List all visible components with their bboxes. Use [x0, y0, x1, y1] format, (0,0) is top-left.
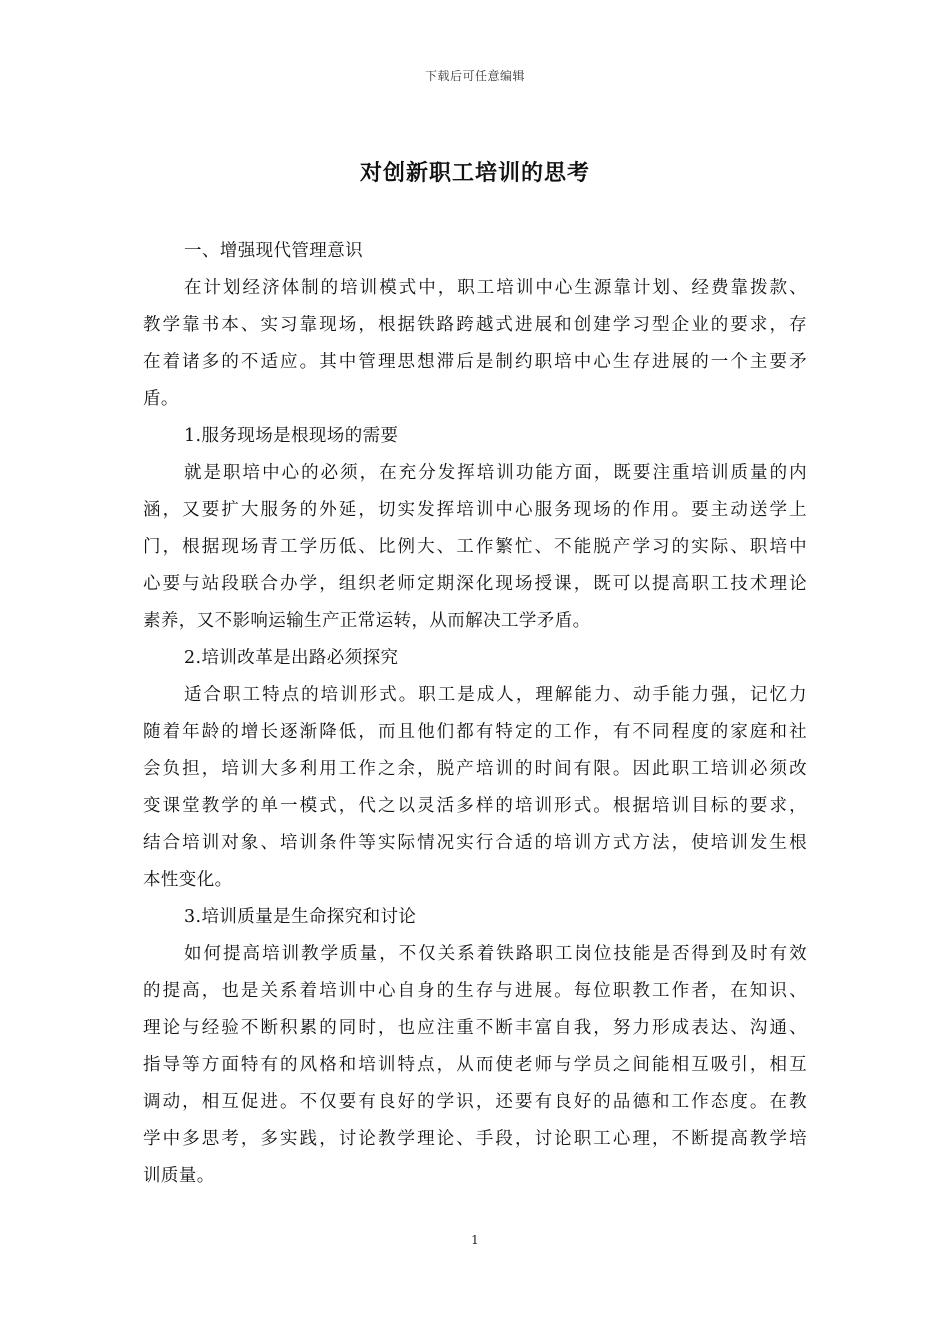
text-line: 在计划经济体制的培训模式中，职工培训中心生源靠计划、经费靠拨款、	[184, 278, 807, 298]
text-line: 结合培训对象、培训条件等实际情况实行合适的培训方式方法，使培训发生根	[143, 833, 807, 853]
text-line: 学中多思考，多实践，讨论教学理论、手段，讨论职工心理，不断提高教学培	[143, 1129, 807, 1149]
text-line: 本性变化。	[143, 870, 233, 890]
text-line: 门，根据现场青工学历低、比例大、工作繁忙、不能脱产学习的实际、职培中	[143, 537, 807, 557]
text-line: 适合职工特点的培训形式。职工是成人，理解能力、动手能力强，记忆力	[184, 685, 807, 705]
text-line: 盾。	[143, 389, 179, 409]
document-title: 对创新职工培训的思考	[359, 160, 590, 186]
text-line: 心要与站段联合办学，组织老师定期深化现场授课，既可以提高职工技术理论	[143, 574, 807, 594]
text-line: 指导等方面特有的风格和培训特点，从而使老师与学员之间能相互吸引，相互	[143, 1055, 807, 1075]
text-line: 教学靠书本、实习靠现场，根据铁路跨越式进展和创建学习型企业的要求，存	[143, 315, 807, 335]
text-line: 调动，相互促进。不仅要有良好的学识，还要有良好的品德和工作态度。在教	[143, 1092, 807, 1112]
text-line: 会负担，培训大多利用工作之余，脱产培训的时间有限。因此职工培训必须改	[143, 759, 807, 779]
text-line: 2.培训改革是出路必须探究	[184, 648, 399, 668]
text-line: 涵，又要扩大服务的外延，切实发挥培训中心服务现场的作用。要主动送学上	[143, 500, 807, 520]
text-line: 的提高，也是关系着培训中心自身的生存与进展。每位职教工作者，在知识、	[143, 981, 807, 1001]
text-line: 训质量。	[143, 1166, 215, 1186]
text-line: 素养，又不影响运输生产正常运转，从而解决工学矛盾。	[143, 611, 591, 631]
text-line: 变课堂教学的单一模式，代之以灵活多样的培训形式。根据培训目标的要求，	[143, 796, 807, 816]
text-line: 就是职培中心的必须，在充分发挥培训功能方面，既要注重培训质量的内	[184, 463, 807, 483]
text-line: 理论与经验不断积累的同时，也应注重不断丰富自我，努力形成表达、沟通、	[143, 1018, 807, 1038]
text-line: 3.培训质量是生命探究和讨论	[184, 907, 417, 927]
text-line: 随着年龄的增长逐渐降低，而且他们都有特定的工作，有不同程度的家庭和社	[143, 722, 807, 742]
text-line: 一、增强现代管理意识	[184, 241, 363, 261]
header-note: 下载后可任意编辑	[424, 69, 525, 83]
page-number: 1	[471, 1233, 479, 1247]
document-body	[143, 233, 807, 1195]
text-line: 在着诸多的不适应。其中管理思想滞后是制约职培中心生存进展的一个主要矛	[143, 352, 807, 372]
text-line: 1.服务现场是根现场的需要	[184, 426, 399, 446]
text-line: 如何提高培训教学质量，不仅关系着铁路职工岗位技能是否得到及时有效	[184, 944, 807, 964]
